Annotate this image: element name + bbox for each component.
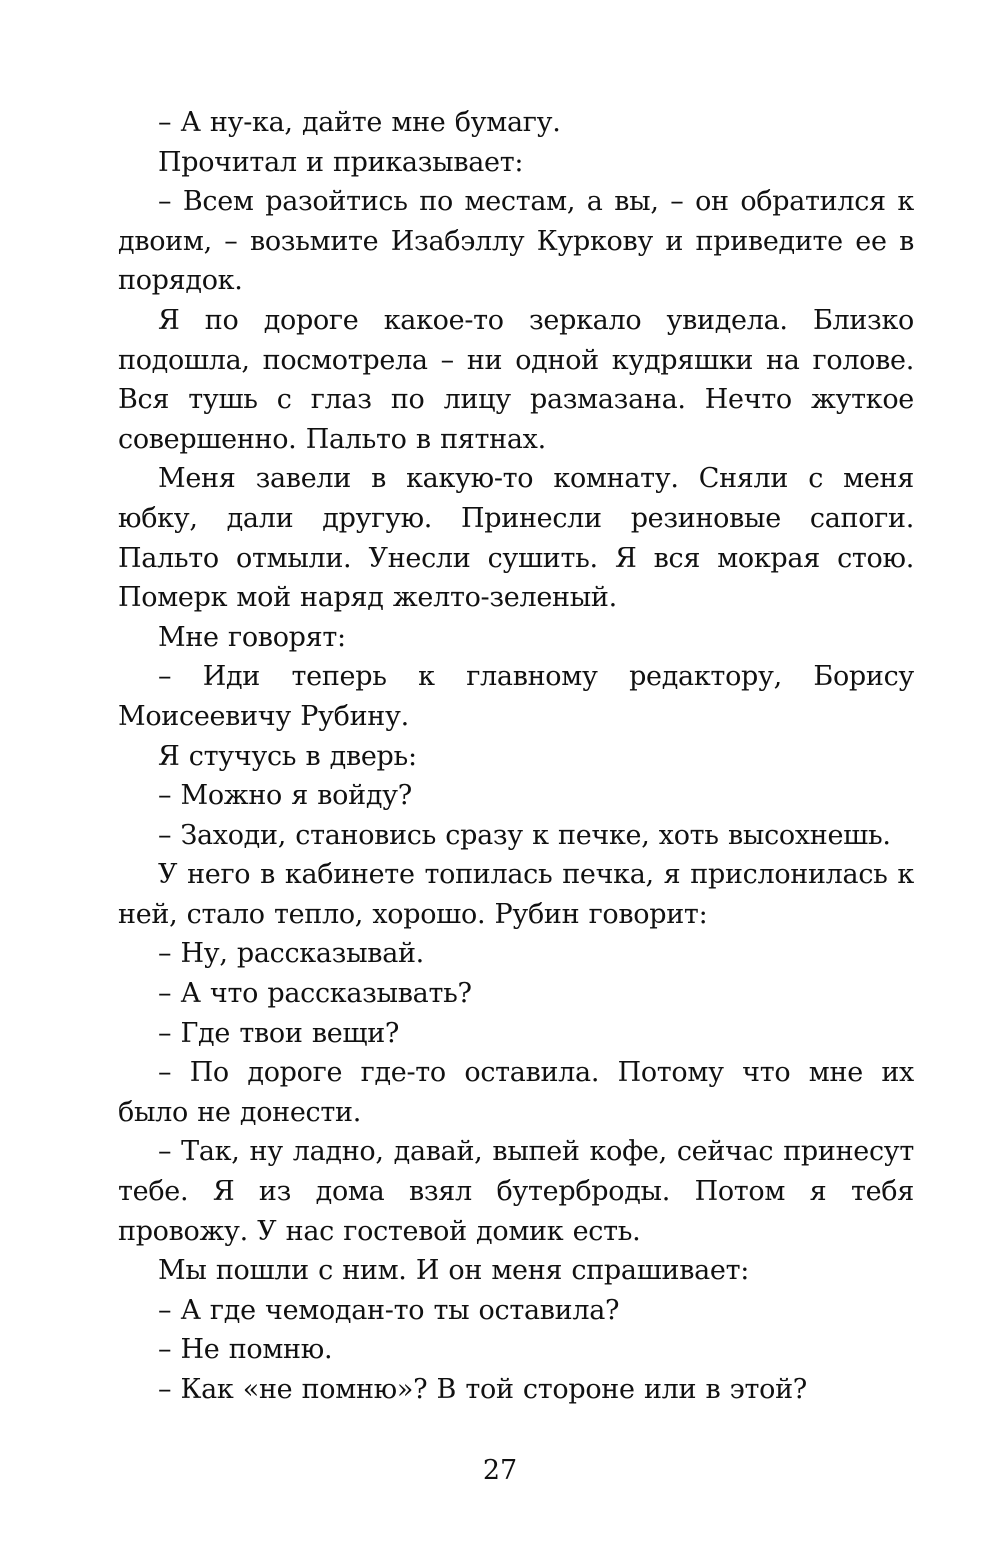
paragraph: – Не помню. (158, 1334, 333, 1366)
page-number: 27 (482, 1455, 518, 1486)
paragraph: – А ну-ка, дайте мне бумагу. (158, 107, 561, 138)
paragraph: – Заходи, становись сразу к печке, хоть высохнешь. (158, 819, 891, 851)
paragraph: У него в кабинете топилась печка, я прислонилась к ней, стало тепло, хорошо. Рубин говорит: (118, 859, 914, 930)
paragraph: – Всем разойтись по местам, а вы, – он обратился к двоим, – возьмите Изабэллу Куркову и приведите ее в порядок. (118, 186, 914, 297)
paragraph: – Ну, рассказывай. (158, 938, 424, 970)
paragraph: – Иди теперь к главному редактору, Борису Моисеевичу Рубину. (118, 661, 914, 732)
paragraph: – А где чемодан-то ты оставила? (158, 1294, 620, 1326)
paragraph: – А что рассказывать? (158, 978, 472, 1010)
paragraph: Мы пошли с ним. И он меня спрашивает: (158, 1255, 750, 1287)
paragraph: Мне говорят: (158, 621, 346, 653)
paragraph: Меня завели в какую-то комнату. Сняли с меня юбку, дали другую. Принесли резиновые сапоги. Пальто отмыли. Унесли сушить. Я вся мокрая стою. Померк мой наряд желто-зеленый. (118, 463, 914, 614)
paragraph: – Где твои вещи? (158, 1017, 400, 1049)
paragraph: – По дороге где-то оставила. Потому что мне их было не донести. (118, 1057, 914, 1128)
paragraph: – Можно я войду? (158, 780, 412, 812)
paragraph: Я стучусь в дверь: (158, 740, 417, 772)
paragraph: – Как «не помню»? В той стороне или в этой? (158, 1374, 807, 1405)
paragraph: – Так, ну ладно, давай, выпей кофе, сейчас принесут тебе. Я из дома взял бутерброды. Потом я тебя провожу. У нас гостевой домик есть. (118, 1136, 914, 1247)
page-text (118, 103, 914, 1410)
paragraph: Я по дороге какое-то зеркало увидела. Близко подошла, посмотрела – ни одной кудряшки на голове. Вся тушь с глаз по лицу размазана. Нечто жуткое совершенно. Пальто в пятнах. (118, 304, 914, 455)
paragraph: Прочитал и приказывает: (158, 146, 524, 178)
